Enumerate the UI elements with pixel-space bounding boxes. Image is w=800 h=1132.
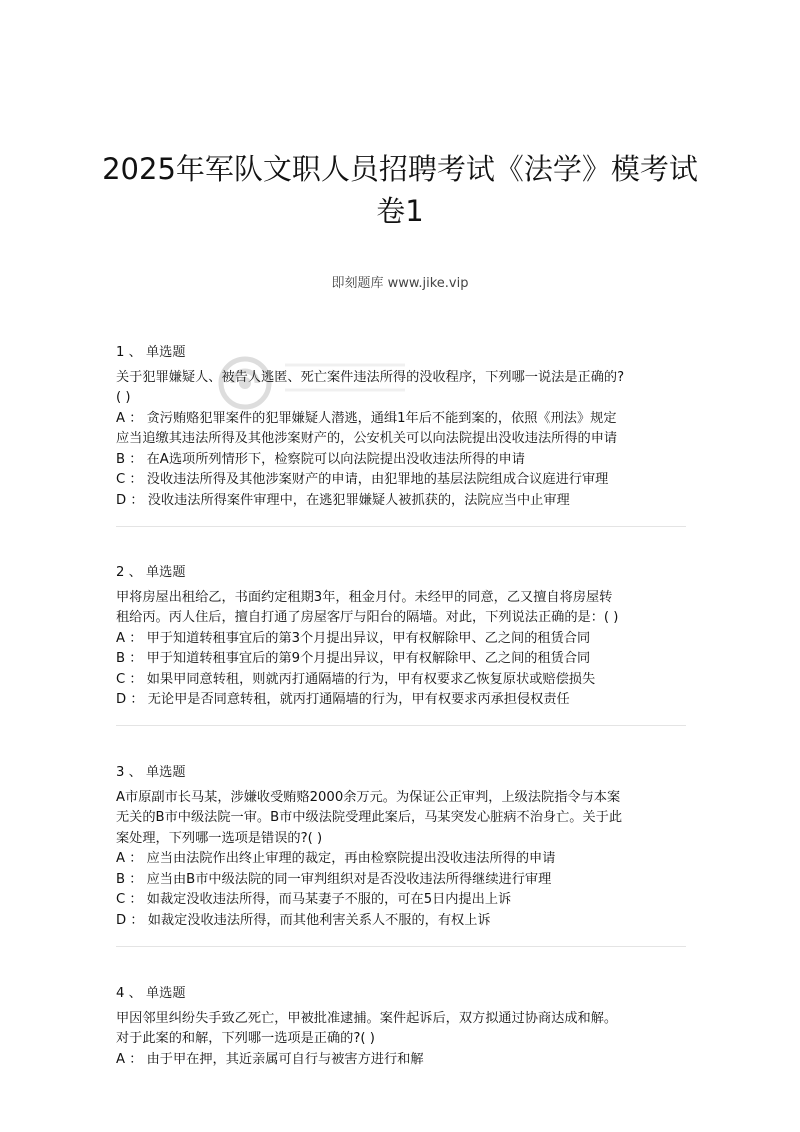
question-3-option-a[interactable]: A ： 应当由法院作出终止审理的裁定，再由检察院提出没收违法所得的申请 — [116, 851, 556, 866]
question-4-heading: 4 、 单选题 — [116, 986, 186, 1001]
question-3 — [116, 763, 696, 931]
question-2-stem-line: 甲将房屋出租给乙，书面约定租期3年，租金月付。未经甲的同意，乙又擅自将房屋转 — [116, 589, 613, 605]
question-3-option-d[interactable]: D ： 如裁定没收违法所得，而其他利害关系人不服的，有权上诉 — [116, 912, 491, 928]
question-3-stem-line: A市原副市长马某，涉嫌收受贿赂2000余万元。为保证公正审判，上级法院指令与本案 — [116, 789, 621, 805]
question-1-option-a-cont[interactable]: 应当追缴其违法所得及其他涉案财产的，公安机关可以向法院提出没收违法所得的申请 — [116, 431, 618, 446]
question-2 — [116, 563, 696, 711]
question-3-option-b[interactable]: B ： 应当由B市中级法院的同一审判组织对是否没收违法所得继续进行审理 — [116, 871, 552, 887]
question-3-option-c[interactable]: C ： 如裁定没收违法所得，而马某妻子不服的，可在5日内提出上诉 — [116, 892, 512, 907]
question-3-heading: 3 、 单选题 — [116, 765, 186, 780]
question-1-option-d[interactable]: D ： 没收违法所得案件审理中，在逃犯罪嫌疑人被抓获的，法院应当中止审理 — [116, 492, 570, 508]
source-line: 即刻题库 www.jike.vip — [331, 276, 469, 291]
question-4-stem-line: 甲因邻里纠纷失手致乙死亡，甲被批准逮捕。案件起诉后，双方拟通过协商达成和解。 — [116, 1010, 618, 1026]
question-2-option-d[interactable]: D ： 无论甲是否同意转租，就丙打通隔墙的行为，甲有权要求丙承担侵权责任 — [116, 692, 570, 707]
question-1-option-a[interactable]: A ： 贪污贿赂犯罪案件的犯罪嫌疑人潜逃，通缉1年后不能到案的，依照《刑法》规定 — [116, 410, 617, 426]
question-3-stem-line: 案处理，下列哪一选项是错误的?( ) — [116, 830, 323, 846]
question-1-heading: 1 、 单选题 — [116, 345, 186, 360]
question-2-option-b[interactable]: B ： 甲于知道转租事宜后的第9个月提出异议，甲有权解除甲、乙之间的租赁合同 — [116, 651, 591, 666]
question-1-option-b[interactable]: B ： 在A选项所列情形下，检察院可以向法院提出没收违法所得的申请 — [116, 451, 525, 467]
question-2-heading: 2 、 单选题 — [116, 565, 186, 580]
page-title: 2025年军队文职人员招聘考试《法学》模考试卷1 — [102, 152, 698, 228]
question-1-option-c[interactable]: C ： 没收违法所得及其他涉案财产的申请，由犯罪地的基层法院组成合议庭进行审理 — [116, 472, 609, 487]
question-4 — [116, 984, 696, 1070]
question-2-option-c[interactable]: C ： 如果甲同意转租，则就丙打通隔墙的行为，甲有权要求乙恢复原状或赔偿损失 — [116, 671, 596, 687]
question-1-stem-line: ( ) — [116, 390, 131, 405]
question-1-stem-line: 关于犯罪嫌疑人、被告人逃匿、死亡案件违法所得的没收程序，下列哪一说法是正确的? — [116, 369, 625, 385]
divider — [116, 526, 686, 527]
divider — [116, 946, 686, 947]
question-4-stem-line: 对于此案的和解，下列哪一选项是正确的?( ) — [116, 1031, 375, 1046]
question-2-stem-line: 租给丙。丙人住后，擅自打通了房屋客厅与阳台的隔墙。对此，下列说法正确的是：( ) — [116, 610, 619, 625]
question-1 — [116, 343, 696, 511]
question-2-option-a[interactable]: A ： 甲于知道转租事宜后的第3个月提出异议，甲有权解除甲、乙之间的租赁合同 — [116, 630, 591, 646]
divider — [116, 725, 686, 726]
question-3-stem-line: 无关的B市中级法院一审。B市中级法院受理此案后，马某突发心脏病不治身亡。关于此 — [116, 810, 623, 825]
question-4-option-a[interactable]: A ： 由于甲在押，其近亲属可自行与被害方进行和解 — [116, 1051, 424, 1067]
